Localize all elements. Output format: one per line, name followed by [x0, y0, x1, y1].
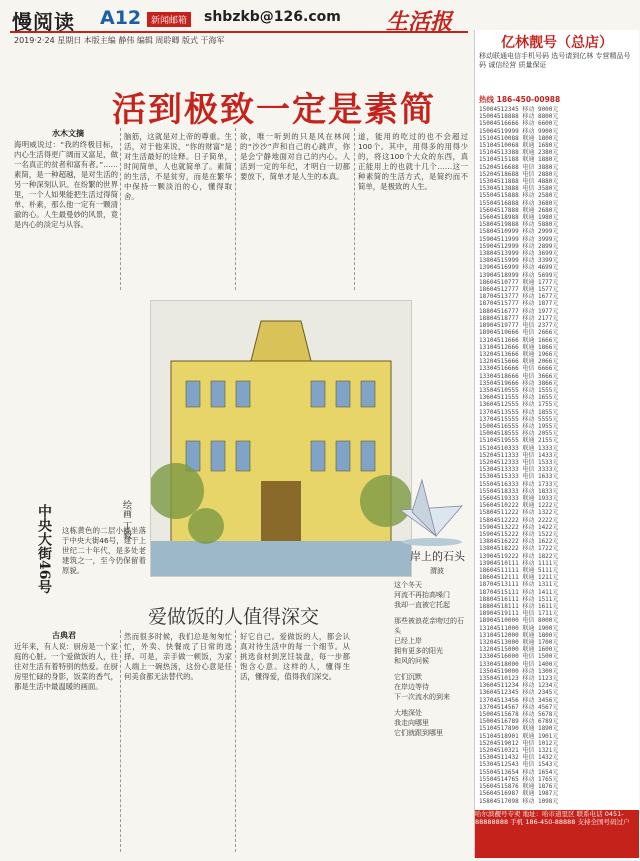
ad-number-item: 13904519222 移动 1822元 [479, 552, 559, 560]
ad-number-item: 15804512222 移动 2222元 [479, 516, 559, 524]
ad-number-item: 13204515666 联通 2066元 [479, 358, 559, 366]
ad-number-item: 15004515678 移动 5678元 [479, 711, 559, 719]
ad-number-item: 15504516333 移动 1733元 [479, 480, 559, 488]
article2-byline: 古典君 [52, 631, 76, 640]
ad-number-item: 13804516222 移动 1622元 [479, 538, 559, 546]
ad-number-item: 15104510088 联通 1800元 [479, 134, 559, 142]
ad-number-item: 15304515333 电信 1633元 [479, 473, 559, 481]
ad-title: 亿林靓号（总店） [501, 35, 613, 51]
ad-number-item: 15204516688 电信 3880元 [479, 163, 559, 171]
ad-number-item: 13904518999 移动 5699元 [479, 271, 559, 279]
ad-number-item: 15304512543 电信 1543元 [479, 761, 559, 769]
ad-number-item: 15604519333 联通 1933元 [479, 494, 559, 502]
ad-number-item: 18704515111 移动 1411元 [479, 588, 559, 596]
ad-number-item: 18804518111 移动 1611元 [479, 603, 559, 611]
ad-number-item: 13604512345 移动 2345元 [479, 689, 559, 697]
poem-line: 在岸边等待 [394, 683, 429, 691]
paper-boat-icon [392, 470, 468, 550]
ad-number-item: 13704514567 移动 4567元 [479, 703, 559, 711]
ad-number-item: 18604510777 联通 1777元 [479, 278, 559, 286]
ad-number-list [479, 106, 635, 806]
column-divider [120, 128, 121, 290]
ad-number-item: 18804516777 移动 1977元 [479, 307, 559, 315]
ad-number-item: 13504510555 移动 1555元 [479, 386, 559, 394]
ad-number-item: 13704515555 移动 5555元 [479, 415, 559, 423]
phone-number-ad [474, 30, 639, 858]
poem-line: 和风的问候 [394, 657, 429, 665]
painting-title: 中央大街46号 [36, 504, 52, 594]
ad-number-item: 15204518688 电信 2880元 [479, 170, 559, 178]
ad-number-item: 13804515999 移动 3399元 [479, 257, 559, 265]
painting-caption: 这栋黄色的二层小楼坐落于中央大街46号，建于上世纪二十年代，是多处老建筑之一，至今仍保留着原貌。 [62, 526, 146, 575]
poem-line: 它们就跟到哪里 [394, 729, 443, 737]
ad-number-item: 13504519000 移动 1300元 [479, 667, 559, 675]
ad-slogan: 移动联通电信手机号码 选号请到亿林 专营精品号码 诚信经营 质量保证 [479, 52, 631, 69]
ad-number-item: 15204511333 电信 1433元 [479, 451, 559, 459]
ad-number-item: 15504513654 移动 1654元 [479, 768, 559, 776]
ad-number-item: 15504515888 移动 2580元 [479, 192, 559, 200]
article1-col1: 海明威说过：“我的终极目标，内心生活得更广阔而又富足，做一名真正的贫者和富有者。”……素简，是一种超越，是对生活的另一种深刻认识。在纷繁的世界里，一个人如果能把生活过得简单、朴素，那么他一定有一颗清澈的心。人生最曼妙的风景，竟是内心的淡定与从容。 [14, 140, 118, 229]
ad-number-item: 13304518666 电信 3666元 [479, 372, 559, 380]
newspaper-logo: 生活报 [386, 9, 453, 35]
ad-number-item: 15104510068 联通 1680元 [479, 142, 559, 150]
ad-number-item: 18704513777 移动 1677元 [479, 293, 559, 301]
news-email: shbzkb@126.com [204, 9, 341, 25]
ad-number-item: 15004518888 移动 8800元 [479, 113, 559, 121]
poem-line: 河流不再抬高嗓门 [394, 591, 450, 599]
ad-number-item: 15804517098 移动 1098元 [479, 797, 559, 805]
ad-number-item: 15004516789 移动 6789元 [479, 718, 559, 726]
ad-number-item: 15604516987 联通 1987元 [479, 790, 559, 798]
ad-number-item: 15604510222 联通 1222元 [479, 502, 559, 510]
ad-number-item: 15304511432 电信 1432元 [479, 754, 559, 762]
ad-number-item: 15204510321 电信 1321元 [479, 747, 559, 755]
ad-number-item: 15604515876 联通 1876元 [479, 783, 559, 791]
ad-number-item: 15104517890 联通 1890元 [479, 725, 559, 733]
ad-number-item: 13604511234 移动 1234元 [479, 682, 559, 690]
ad-number-item: 18904510666 电信 2666元 [479, 329, 559, 337]
ad-number-item: 18804516111 移动 1511元 [479, 595, 559, 603]
column-divider [354, 128, 355, 290]
ad-number-item: 15904511999 移动 3999元 [479, 235, 559, 243]
poem-line: 拥有更多的阳光 [394, 647, 443, 655]
poem-body [394, 580, 470, 738]
poem-line: 已经上岸 [394, 637, 422, 645]
ad-number-item: 13604512555 移动 1755元 [479, 401, 559, 409]
ad-footer: 哈尔滨靓号专卖 地址：哈市道里区 联系电话 0451-88888888 手机 186-450-88888 支持全国号码过户 [475, 810, 639, 858]
ad-number-item: 15804519888 移动 5880元 [479, 221, 559, 229]
ad-number-item: 15104519555 联通 2155元 [479, 437, 559, 445]
poem-title: 岸上的石头 [410, 550, 465, 563]
ad-number-item: 15604518988 联通 1980元 [479, 214, 559, 222]
ad-hotline: 热线 186-450-00988 [479, 95, 561, 104]
painting-author: 绘画 丁毅 [121, 500, 131, 539]
article2-heading: 爱做饭的人值得深交 [148, 606, 320, 628]
ad-number-item: 15004516666 移动 6600元 [479, 120, 559, 128]
ad-number-item: 13504519666 移动 3866元 [479, 379, 559, 387]
ad-number-item: 15204512333 电信 1533元 [479, 458, 559, 466]
ad-number-item: 13904516999 移动 4699元 [479, 264, 559, 272]
ad-number-item: 13804518222 移动 1722元 [479, 545, 559, 553]
ad-number-item: 18704515777 移动 1877元 [479, 300, 559, 308]
ad-number-item: 18604511111 联通 5111元 [479, 567, 559, 574]
poem-line: 大地深处 [394, 709, 422, 717]
poem-line: 它们沉默 [394, 673, 422, 681]
ad-number-item: 15504516888 移动 3680元 [479, 199, 559, 207]
section-title: 慢阅读 [12, 10, 75, 34]
masthead-divider [10, 31, 468, 33]
ad-number-item: 15004516555 移动 1955元 [479, 422, 559, 430]
ad-number-item: 13204513666 联通 1966元 [479, 350, 559, 358]
ad-number-item: 18604512111 联通 1211元 [479, 574, 559, 582]
building-painting [150, 300, 412, 577]
ad-number-item: 15304511888 电信 4880元 [479, 178, 559, 186]
masthead-subline: 2019·2·24 星期日 本版主编 静伟 编辑 周聆卿 版式 于海军 [14, 36, 225, 45]
ad-number-item: 15304513888 电信 3580元 [479, 185, 559, 193]
ad-number-item: 18904519111 电信 1711元 [479, 610, 559, 618]
article1-byline: 水木文摘 [52, 129, 84, 138]
ad-number-item: 15004512345 移动 9000元 [479, 106, 559, 113]
ad-number-item: 15904513222 移动 1422元 [479, 523, 559, 531]
poem-author: 渭波 [430, 567, 444, 575]
ad-number-item: 13804513999 移动 3699元 [479, 250, 559, 258]
ad-number-item: 13104512666 联通 1866元 [479, 343, 559, 351]
ad-number-item: 15004518555 移动 2055元 [479, 430, 559, 438]
ad-number-item: 15504514765 移动 1765元 [479, 775, 559, 783]
ad-number-item: 15804510999 移动 2999元 [479, 228, 559, 236]
news-email-badge: 新闻邮箱 [147, 12, 191, 27]
ad-number-item: 15604517888 联通 2680元 [479, 206, 559, 214]
ad-number-item: 13104511666 联通 1666元 [479, 336, 559, 344]
poem-line: 我走向哪里 [394, 719, 429, 727]
ad-number-item: 18604512777 联通 1577元 [479, 286, 559, 294]
poem-line: 那些被浪花亲吻过的石头 [394, 617, 464, 635]
ad-number-item: 18704513111 移动 1311元 [479, 581, 559, 589]
ad-number-item: 18904519777 电信 2377元 [479, 322, 559, 330]
poem-line: 下一次流水的到来 [394, 693, 450, 701]
ad-number-item: 13204515000 联通 1600元 [479, 646, 559, 654]
article1-col4: 道，能用的吃过的也不会超过100个。其中，用得多的用得少的，将这100个大众的东西，真正能用上的也就十几个……这一种素简的生活方式，是简约而不简单，是极致的人生。 [358, 132, 468, 191]
ad-number-item: 15204519012 电信 1012元 [479, 739, 559, 747]
ad-number-item: 15104510333 联通 1333元 [479, 444, 559, 452]
main-headline: 活到极致一定是素简 [112, 90, 436, 130]
ad-number-item: 13104512000 联通 1800元 [479, 631, 559, 639]
ad-number-item: 13104511000 联通 1900元 [479, 624, 559, 632]
ad-number-item: 13704513555 移动 1855元 [479, 408, 559, 416]
ad-number-item: 15004519999 移动 9900元 [479, 127, 559, 135]
ad-number-item: 13904510111 移动 1111元 [479, 559, 559, 567]
ad-number-item: 18804518777 移动 2177元 [479, 314, 559, 322]
poem-line: 我却一直被它托起 [394, 601, 450, 609]
ad-number-item: 15104518901 联通 1901元 [479, 732, 559, 740]
ad-number-item: 15504518333 移动 1833元 [479, 487, 559, 495]
article2-col2: 然而很多时候，我们总是匆匆忙忙，外卖、快餐成了日常的选择。可是，亲手做一顿饭，为家人端上一碗热汤，这份心意是任何美食都无法替代的。 [124, 632, 232, 681]
column-divider [235, 128, 236, 290]
column-divider [120, 630, 121, 852]
ad-number-item: 15304513333 电信 3333元 [479, 466, 559, 474]
ad-number-item: 13604511555 移动 1655元 [479, 394, 559, 402]
ad-number-item: 15104513388 联通 2380元 [479, 149, 559, 157]
ad-number-item: 15904515222 移动 1522元 [479, 530, 559, 538]
ad-number-item: 13304518000 电信 1400元 [479, 660, 559, 668]
article1-col3: 欲，唯一听到的只是风在林间的“沙沙”声和自己的心跳声，你是会宁静地面对自己的内心。人活到一定的年纪，才明白一切都要放下，简单才是人生的本真。 [240, 132, 350, 181]
ad-number-item: 13204513000 联通 1700元 [479, 639, 559, 647]
ad-number-item: 13304516666 电信 6666元 [479, 365, 559, 373]
ad-number-item: 13504510123 移动 1123元 [479, 675, 559, 683]
ad-number-item: 15104515188 联通 1880元 [479, 156, 559, 164]
building-sketch-icon [151, 301, 411, 576]
article2-col3: 好它自己。爱做饭的人，都会认真对待生活中的每一个细节。从挑选食材到烹饪装盘，每一步都饱含心意。这样的人，懂得生活，懂得爱，值得我们深交。 [240, 632, 350, 681]
article2-col1: 近年来，有人说：厨房是一个家庭的心脏。一个爱做饭的人，往往对生活有着特别的热爱。在厨房里忙碌的身影，饭菜的香气，都是生活中最温暖的画面。 [14, 642, 118, 691]
ad-number-item: 13304516000 电信 1500元 [479, 653, 559, 661]
article1-col2: 脑筋，这就是对上帝的尊重。生活，对于他来说，“你的财富”是对生活最好的诠释。日子简单，时间简单，人也就简单了。素简的生活，不是贫穷，而是在繁华中保持一颗淡泊的心，懂得取舍。 [124, 132, 232, 201]
ad-number-item: 15904512999 移动 2899元 [479, 242, 559, 250]
column-divider [235, 630, 236, 852]
poem-line: 这个冬天 [394, 581, 422, 589]
ad-number-item: 18904510000 电信 8000元 [479, 617, 559, 625]
ad-number-item: 13704513456 移动 3456元 [479, 696, 559, 704]
ad-number-item: 15804511222 移动 1322元 [479, 509, 559, 517]
page-number: A12 [100, 7, 142, 29]
